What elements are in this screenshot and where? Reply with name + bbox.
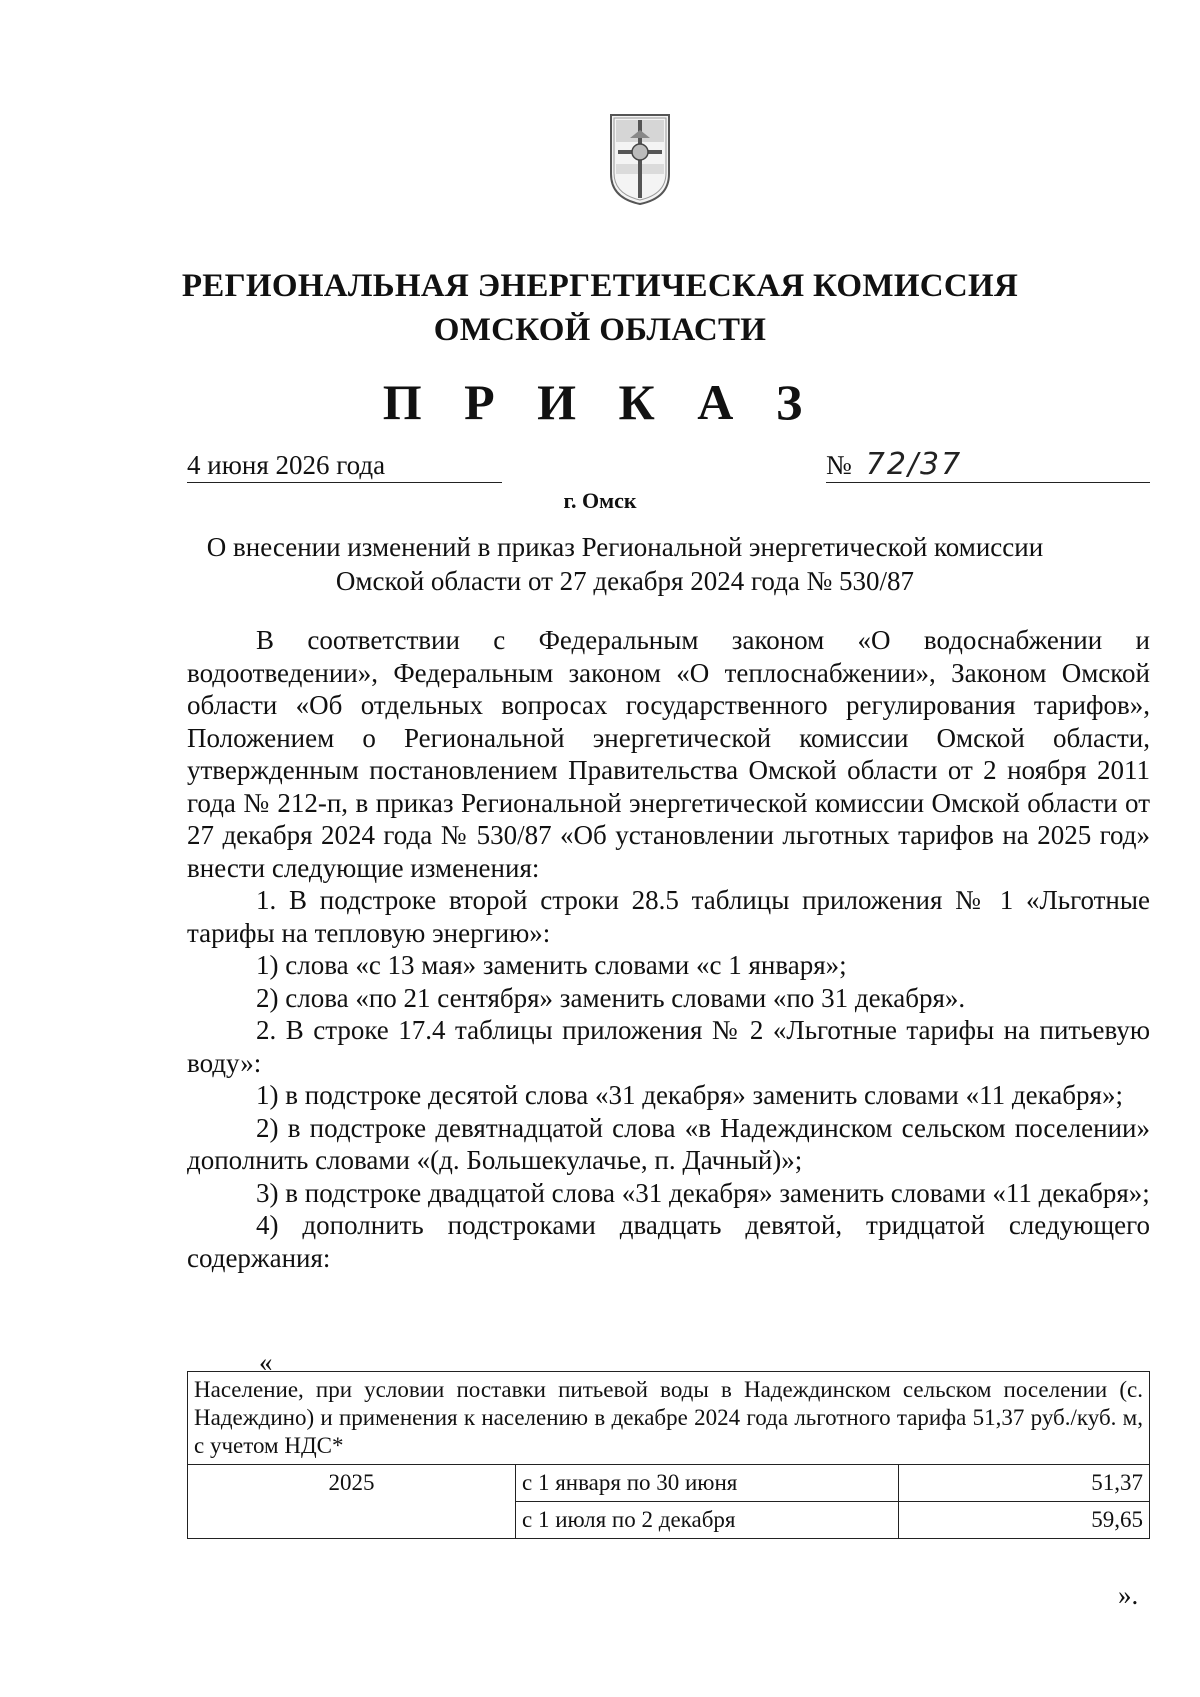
item-2-sub-4: 4) дополнить подстроками двадцать девятой, тридцатой следующего содержания: [187, 1210, 1150, 1273]
document-body [187, 624, 1150, 1274]
item-2: 2. В строке 17.4 таблицы приложения № 2 «Льготные тарифы на питьевую воду»: [187, 1015, 1150, 1078]
table-caption-row [188, 1372, 1150, 1465]
document-date: 4 июня 2026 года [187, 448, 502, 483]
document-type-heading: П Р И К А З [382, 374, 818, 430]
item-1-sub-1: 1) слова «с 13 мая» заменить словами «с 1 января»; [256, 950, 847, 980]
tariff-table [187, 1371, 1150, 1539]
coat-of-arms-emblem [608, 112, 672, 207]
number-sign: № [826, 450, 852, 480]
table-period-cell: с 1 июля по 2 декабря [516, 1502, 899, 1539]
item-2-sub-1: 1) в подстроке десятой слова «31 декабря» заменить словами «11 декабря»; [256, 1080, 1123, 1110]
item-1-sub-2: 2) слова «по 21 сентября» заменить словами «по 31 декабря». [256, 982, 966, 1013]
table-year-cell: 2025 [188, 1465, 516, 1539]
item-1: 1. В подстроке второй строки 28.5 таблицы приложения № 1 «Льготные тарифы на тепловую энергию»: [187, 885, 1150, 948]
item-2-sub-3: 3) в подстроке двадцатой слова «31 декабря» заменить словами «11 декабря»; [256, 1177, 1150, 1208]
intro-paragraph: В соответствии с Федеральным законом «О водоснабжении и водоотведении», Федеральным законом «О теплоснабжении», Законом Омской области «Об отдельных вопросах государственного регулирования тарифов», Положением о Региональной энергетической комиссии Омской области, утвержденным постановлением Правительства Омской области от 2 ноября 2011 года № 212-п, в приказ Региональной энергетической комиссии Омской области от 27 декабря 2024 года № 530/87 «Об установлении льготных тарифов на 2025 год» внести следующие изменения: [187, 625, 1150, 883]
table-value-cell: 59,65 [899, 1502, 1150, 1539]
table-period-cell: с 1 января по 30 июня [516, 1465, 899, 1502]
table-value-cell: 51,37 [899, 1465, 1150, 1502]
document-subject: О внесении изменений в приказ Региональной энергетической комиссии Омской области от 27 декабря 2024 года № 530/87 [206, 532, 1044, 596]
document-number-field [826, 448, 1150, 483]
table-row [188, 1465, 1150, 1502]
organization-title-line2: ОМСКОЙ ОБЛАСТИ [433, 312, 767, 348]
table-open-quote: « [259, 1347, 273, 1377]
document-city: г. Омск [563, 488, 637, 513]
document-number: 72/37 [865, 447, 963, 482]
item-2-sub-2: 2) в подстроке девятнадцатой слова «в Надеждинском сельском поселении» дополнить словами «(д. Большекулачье, п. Дачный)»; [187, 1112, 1150, 1175]
organization-title-line1: РЕГИОНАЛЬНАЯ ЭНЕРГЕТИЧЕСКАЯ КОМИССИЯ [181, 268, 1019, 304]
table-close-quote: ». [1118, 1580, 1139, 1610]
table-caption: Население, при условии поставки питьевой воды в Надеждинском сельском поселении (с. Надеждино) и применения к населению в декабре 2024 года льготного тарифа 51,37 руб./куб. м, с учетом НДС* [188, 1372, 1150, 1465]
